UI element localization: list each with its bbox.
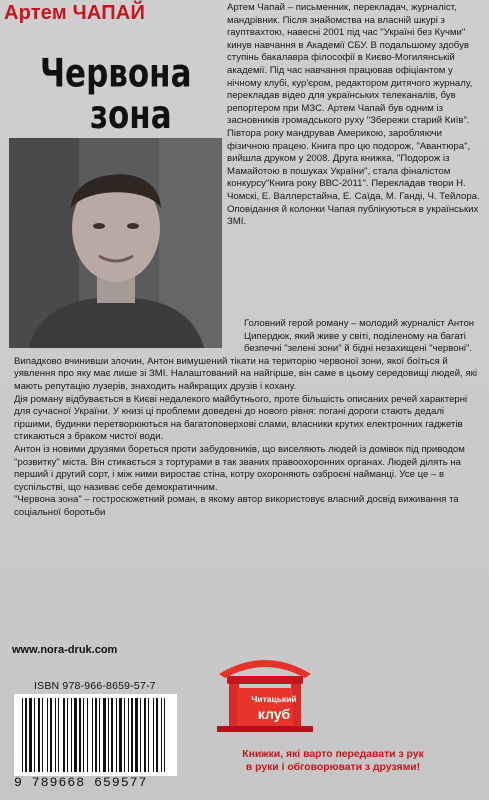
book-description bbox=[14, 318, 484, 520]
club-label-big: клуб bbox=[257, 706, 291, 722]
author-bio bbox=[227, 2, 485, 229]
author-photo bbox=[9, 138, 222, 348]
title-line-1: Червона bbox=[40, 51, 192, 97]
slogan bbox=[180, 748, 486, 774]
author-name: Артем ЧАПАЙ bbox=[4, 2, 146, 24]
bio-paragraph: Артем Чапай – письменник, перекладач, журналіст, мандрівник. Після знайомства на власній шкурі з гауптвахтою, навесні 2001 під час "Україні без Кучми" кинув навчання в Академії СБУ. В подальшому здобув ступінь бакалавра філософії в Києво-Могилянській академії. Під час навчання працював офіціантом у нічному клубі, кур'єром, редактором дитячого журналу, перекладав відео для українських телеканалів, був репортером при МЗС. Артем Чапай був одним із засновників громадського руху "Збережи старий Київ". bbox=[227, 2, 473, 127]
description-paragraph: Дія роману відбувається в Києві недалекого майбутнього, проте більшість описаних речей характерні для сучасної України. У книзі ці проблеми доведені до нового рівня: погані дороги стають дедалі гіршими, будинки перетворюються на багатоповерхові слами, власники крутих електронних гаджетів стикаються з браком чистої води. bbox=[14, 393, 468, 443]
description-paragraph: "Червона зона" – гостросюжетний роман, в якому автор використовує власний досвід виживання та соціальної боротьби bbox=[14, 494, 459, 518]
barcode-number: 9 789668 659577 bbox=[14, 775, 148, 790]
description-paragraph: Антон із новими друзями бореться проти забудовників, що виселяють людей із домівок під приводом "розвитку" міста. Він стикається з тортурами в так званих правоохоронних органах. Людей ділять на перший і другий сорт, і між ними виростає стіна, котру охороняють озброєні найманці. Усе це – в суспільстві, що називає себе демократичним. bbox=[14, 443, 465, 493]
book-title bbox=[40, 51, 192, 138]
publisher-website: www.nora-druk.com bbox=[12, 644, 118, 656]
description-paragraph: Випадково вчинивши злочин, Антон вимушений тікати на територію червоної зони, якої боїться й уявлення про яку має лише зі ЗМІ. Налаштований на найгірше, він саме в цьому середовищі людей, які мають репутацію лузерів, знаходить найкращих друзів і кохану. bbox=[14, 355, 477, 392]
description-paragraph: Головний герой роману – молодий журналіст Антон Ципердюк, який живе у світі, поділеному на багаті безпечні "зелені зони" й бідні незахищені "червоні". bbox=[244, 318, 475, 355]
isbn: ISBN 978-966-8659-57-7 bbox=[34, 680, 156, 692]
slogan-line-2: в руки і обговорювати з друзями! bbox=[245, 762, 421, 773]
bio-paragraph: Півтора року мандрував Америкою, заробляючи фізичною працею. Книга про цю подорож, "Авантюра", вийшла друком у 2008. Друга книжка, "Подорож із Мамайотою в пошуках України", стала фіналістом конкурсу"Книга року ВВС-2011". Перекладав твори Н. Чомскі, Е. Валлерстайна, Е. Саїда, М. Ганді, Ч. Тейлора. Оповідання й колонки Чапая публікуються в українських ЗМІ. bbox=[227, 127, 480, 228]
slogan-line-1: Книжки, які варто передавати з рук bbox=[242, 749, 424, 760]
club-label-small: Читацький bbox=[251, 694, 297, 704]
barcode bbox=[14, 694, 177, 776]
title-line-2: зона bbox=[90, 92, 172, 138]
